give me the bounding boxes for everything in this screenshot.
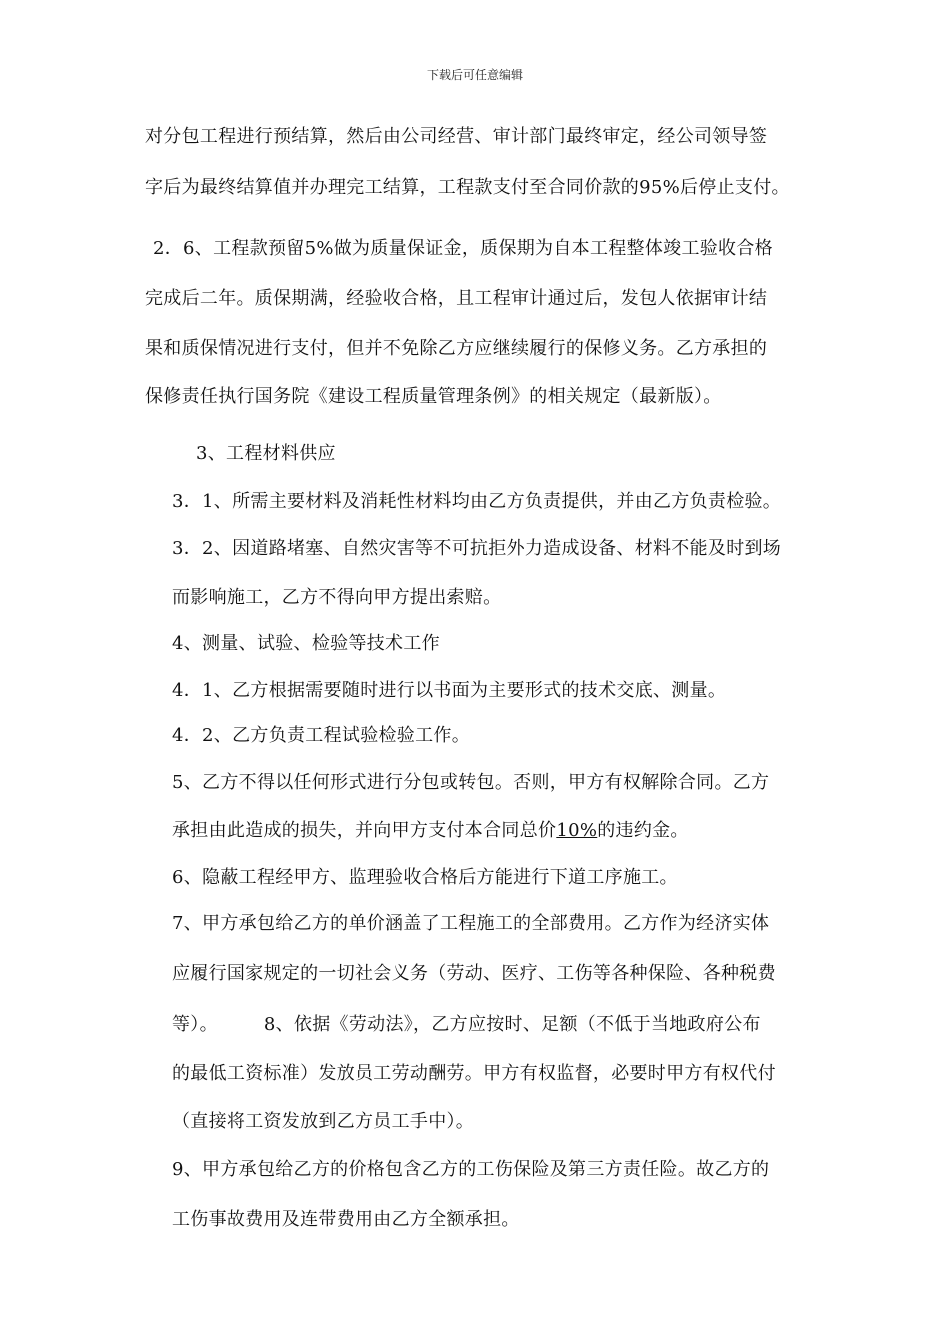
- breach-text-before: 承担由此造成的损失，并向甲方支付本合同总价: [172, 820, 557, 841]
- paragraph-line: 完成后二年。质保期满，经验收合格，且工程审计通过后，发包人依据审计结: [145, 288, 768, 309]
- breach-text-after: 的违约金。: [597, 820, 689, 841]
- paragraph-line: [172, 1013, 761, 1037]
- paragraph-line: 果和质保情况进行支付，但并不免除乙方应继续履行的保修义务。乙方承担的: [145, 338, 768, 359]
- paragraph-line: 应履行国家规定的一切社会义务（劳动、医疗、工伤等各种保险、各种税费: [172, 963, 776, 984]
- paragraph-line: [172, 819, 689, 843]
- paragraph-line: 3．1、所需主要材料及消耗性材料均由乙方负责提供，并由乙方负责检验。: [172, 491, 782, 512]
- paragraph-line: 6、隐蔽工程经甲方、监理验收合格后方能进行下道工序施工。: [172, 867, 678, 888]
- labor-text-part2: 8、依据《劳动法》，乙方应按时、足额（不低于当地政府公布: [263, 1014, 761, 1035]
- page-header: 下载后可任意编辑: [426, 68, 523, 82]
- paragraph-line: 而影响施工，乙方不得向甲方提出索赔。: [172, 587, 502, 608]
- paragraph-line: 4．1、乙方根据需要随时进行以书面为主要形式的技术交底、测量。: [172, 680, 727, 701]
- paragraph-line: 4．2、乙方负责工程试验检验工作。: [172, 725, 471, 746]
- paragraph-line: 的最低工资标准）发放员工劳动酬劳。甲方有权监督，必要时甲方有权代付: [172, 1063, 776, 1084]
- section-heading: 3、工程材料供应: [196, 443, 336, 464]
- paragraph-line: 字后为最终结算值并办理完工结算，工程款支付至合同价款的95%后停止支付。: [145, 177, 790, 198]
- paragraph-line: 9、甲方承包给乙方的价格包含乙方的工伤保险及第三方责任险。故乙方的: [172, 1159, 770, 1180]
- breach-penalty-rate: 10%: [556, 820, 598, 841]
- paragraph-line: 7、甲方承包给乙方的单价涵盖了工程施工的全部费用。乙方作为经济实体: [172, 913, 770, 934]
- paragraph-line: 保修责任执行国务院《建设工程质量管理条例》的相关规定（最新版）。: [145, 386, 722, 407]
- paragraph-line: 3．2、因道路堵塞、自然灾害等不可抗拒外力造成设备、材料不能及时到场: [172, 538, 782, 559]
- paragraph-line: 对分包工程进行预结算，然后由公司经营、审计部门最终审定，经公司领导签: [145, 126, 768, 147]
- paragraph-line: 2．6、工程款预留5%做为质量保证金，质保期为自本工程整体竣工验收合格: [153, 238, 773, 259]
- paragraph-line: （直接将工资发放到乙方员工手中）。: [172, 1111, 475, 1132]
- section-heading: 4、测量、试验、检验等技术工作: [172, 633, 440, 654]
- paragraph-line: 5、乙方不得以任何形式进行分包或转包。否则，甲方有权解除合同。乙方: [172, 772, 770, 793]
- paragraph-line: 工伤事故费用及连带费用由乙方全额承担。: [172, 1209, 520, 1230]
- labor-text-part1: 等）。: [172, 1014, 218, 1035]
